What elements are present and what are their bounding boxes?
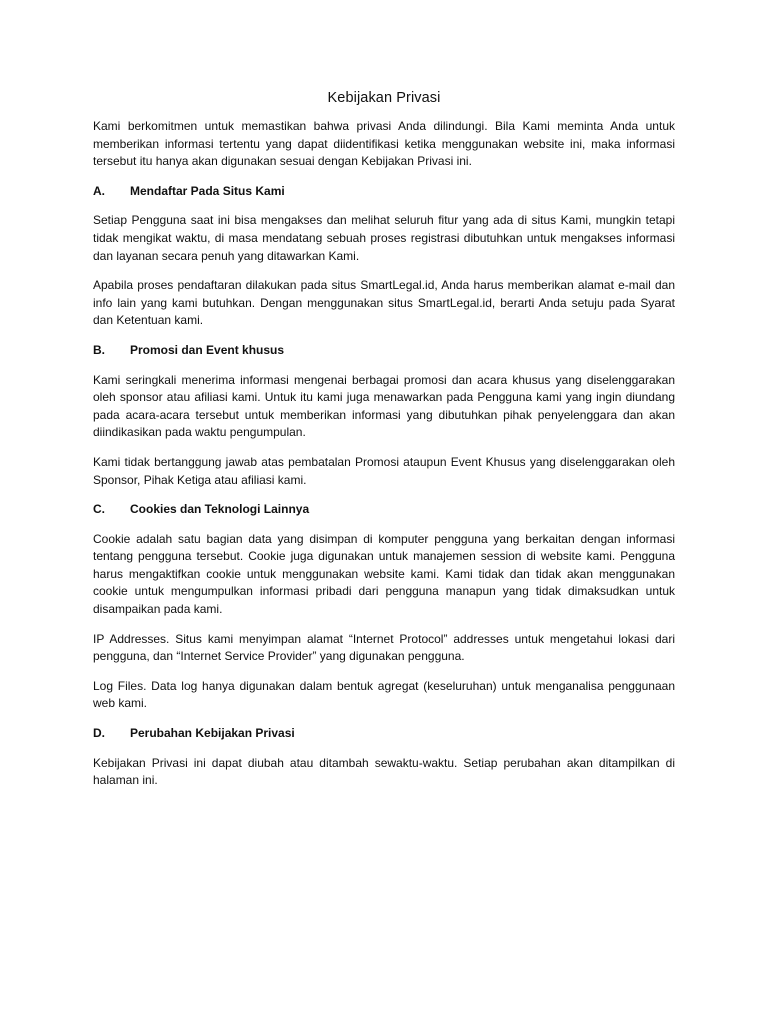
section-letter: D. [93, 726, 105, 741]
section-title: Perubahan Kebijakan Privasi [130, 726, 295, 741]
section-a-paragraph-1: Setiap Pengguna saat ini bisa mengakses dan melihat seluruh fitur yang ada di situs Kami, mungkin tetapi tidak mengikat waktu, di masa mendatang sebuah proses registrasi dibutuhkan untuk mengakses informasi dan layanan secara penuh yang ditawarkan Kami. [93, 213, 675, 263]
section-a-paragraph-2: Apabila proses pendaftaran dilakukan pada situs SmartLegal.id, Anda harus memberikan alamat e-mail dan info lain yang kami butuhkan. Dengan menggunakan situs SmartLegal.id, berarti Anda setuju pada Syarat dan Ketentuan kami. [93, 278, 675, 328]
section-c-paragraph-3: Log Files. Data log hanya digunakan dalam bentuk agregat (keseluruhan) untuk menganalisa penggunaan web kami. [93, 678, 675, 711]
section-c-paragraph-1: Cookie adalah satu bagian data yang disimpan di komputer pengguna yang berkaitan dengan informasi tentang pengguna tersebut. Cookie juga digunakan untuk manajemen session di website kami. Pengguna harus mengaktifkan cookie untuk menggunakan website kami. Kami tidak dan tidak akan menggunakan cookie untuk mengumpulkan informasi pribadi dari pengguna manapun yang tidak dimaksudkan untuk disampaikan pada kami. [93, 531, 675, 617]
document-page [93, 88, 675, 802]
section-heading-a [93, 183, 675, 201]
section-heading-c [93, 501, 675, 519]
section-b-paragraph-1: Kami seringkali menerima informasi mengenai berbagai promosi dan acara khusus yang diselenggarakan oleh sponsor atau afiliasi kami. Untuk itu kami juga menawarkan pada Pengguna kami yang ingin diundang pada acara-acara tersebut untuk memberikan informasi yang dibutuhkan pihak penyelenggara dan akan diindikasikan pada waktu pengumpulan. [93, 372, 675, 440]
section-heading-b [93, 342, 675, 360]
section-letter: C. [93, 502, 105, 517]
section-b-paragraph-2: Kami tidak bertanggung jawab atas pembatalan Promosi ataupun Event Khusus yang diselenggarakan oleh Sponsor, Pihak Ketiga atau afiliasi kami. [93, 454, 675, 487]
section-title: Promosi dan Event khusus [130, 342, 285, 357]
section-letter: B. [93, 342, 105, 357]
page-title: Kebijakan Privasi [327, 90, 441, 106]
intro-paragraph: Kami berkomitmen untuk memastikan bahwa privasi Anda dilindungi. Bila Kami meminta Anda untuk memberikan informasi tertentu yang dapat diidentifikasi ketika menggunakan website ini, maka informasi tersebut itu hanya akan digunakan sesuai dengan Kebijakan Privasi ini. [93, 119, 675, 169]
section-c-paragraph-2: IP Addresses. Situs kami menyimpan alamat “Internet Protocol” addresses untuk mengetahui lokasi dari pengguna, dan “Internet Service Provider” yang digunakan pengguna. [93, 631, 675, 664]
section-title: Cookies dan Teknologi Lainnya [130, 502, 310, 517]
section-d-paragraph-1: Kebijakan Privasi ini dapat diubah atau ditambah sewaktu-waktu. Setiap perubahan akan ditampilkan di halaman ini. [93, 755, 675, 788]
section-letter: A. [93, 183, 105, 198]
section-title: Mendaftar Pada Situs Kami [130, 183, 285, 198]
section-heading-d [93, 725, 675, 743]
